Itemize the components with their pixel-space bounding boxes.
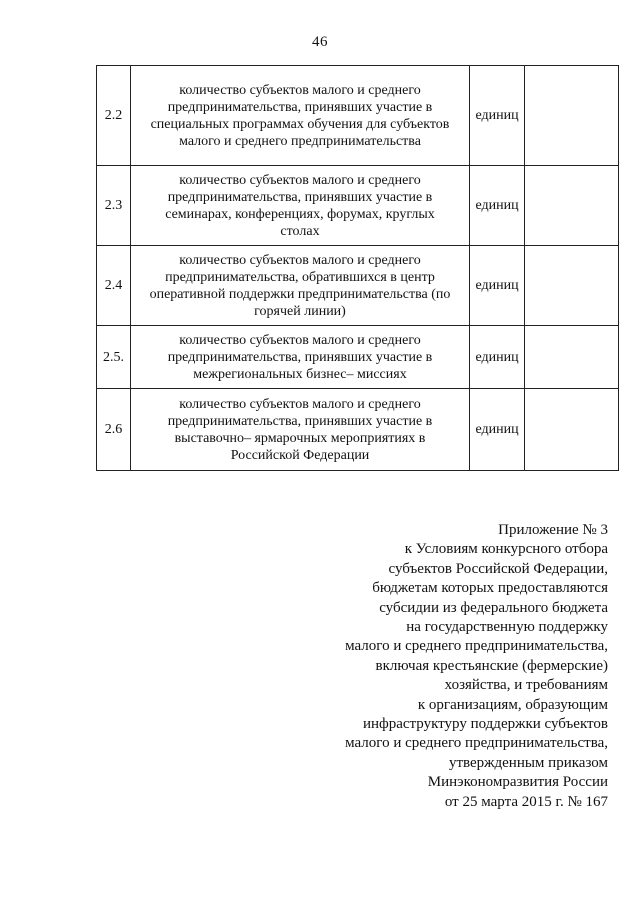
description-line: малого и среднего предпринимательства: [179, 133, 421, 149]
value-cell: [525, 166, 619, 246]
description-line: количество субъектов малого и среднего: [179, 82, 421, 98]
appendix-line: включая крестьянские (фермерские): [375, 657, 608, 674]
appendix-line: к Условиям конкурсного отбора: [404, 541, 608, 558]
description-line: оперативной поддержки предпринимательства (по: [149, 286, 451, 302]
appendix-heading: [248, 521, 608, 812]
unit-cell: единиц: [470, 66, 525, 166]
row-number: 2.5.: [97, 326, 131, 389]
unit-cell: единиц: [470, 166, 525, 246]
table-row: [97, 389, 619, 471]
indicator-description: [131, 389, 470, 471]
appendix-line: субсидии из федерального бюджета: [379, 599, 608, 616]
table-row: [97, 66, 619, 166]
row-number: 2.4: [97, 246, 131, 326]
appendix-line: Минэкономразвития России: [427, 774, 608, 791]
unit-cell: единиц: [470, 326, 525, 389]
description-line: семинарах, конференциях, форумах, круглых: [165, 206, 435, 222]
description-line: специальных программах обучения для субъектов: [150, 116, 450, 132]
table-row: [97, 246, 619, 326]
appendix-line: от 25 марта 2015 г. № 167: [444, 793, 608, 810]
appendix-line: малого и среднего предпринимательства,: [345, 735, 608, 752]
appendix-line: к организациям, образующим: [417, 696, 608, 713]
value-cell: [525, 389, 619, 471]
indicator-description: [131, 326, 470, 389]
value-cell: [525, 326, 619, 389]
description-line: горячей линии): [254, 303, 346, 319]
unit-cell: единиц: [470, 246, 525, 326]
description-line: межрегиональных бизнес– миссиях: [193, 366, 407, 382]
description-line: столах: [280, 223, 320, 239]
appendix-line: малого и среднего предпринимательства,: [345, 638, 608, 655]
description-line: количество субъектов малого и среднего: [179, 332, 421, 348]
description-line: количество субъектов малого и среднего: [179, 252, 421, 268]
row-number: 2.6: [97, 389, 131, 471]
appendix-title: Приложение № 3: [498, 522, 608, 538]
table-row: [97, 326, 619, 389]
unit-cell: единиц: [470, 389, 525, 471]
description-line: количество субъектов малого и среднего: [179, 396, 421, 412]
table-row: [97, 166, 619, 246]
appendix-line: инфраструктуру поддержки субъектов: [362, 716, 608, 733]
page-number: 46: [312, 34, 328, 50]
indicator-description: [131, 66, 470, 166]
indicator-description: [131, 246, 470, 326]
appendix-line: бюджетам которых предоставляются: [372, 580, 608, 597]
row-number: 2.3: [97, 166, 131, 246]
description-line: предпринимательства, принявших участие в: [167, 189, 433, 205]
appendix-line: на государственную поддержку: [406, 619, 608, 636]
description-line: предпринимательства, принявших участие в: [167, 413, 433, 429]
appendix-line: хозяйства, и требованиям: [444, 677, 608, 694]
description-line: предпринимательства, обратившихся в центр: [165, 269, 435, 285]
indicators-table: [96, 65, 619, 471]
indicator-description: [131, 166, 470, 246]
value-cell: [525, 246, 619, 326]
description-line: предпринимательства, принявших участие в: [167, 99, 433, 115]
value-cell: [525, 66, 619, 166]
row-number: 2.2: [97, 66, 131, 166]
description-line: Российской Федерации: [230, 447, 370, 463]
appendix-line: утвержденным приказом: [448, 754, 608, 771]
description-line: выставочно– ярмарочных мероприятиях в: [174, 430, 426, 446]
appendix-line: субъектов Российской Федерации,: [388, 560, 608, 577]
description-line: количество субъектов малого и среднего: [179, 172, 421, 188]
description-line: предпринимательства, принявших участие в: [167, 349, 433, 365]
